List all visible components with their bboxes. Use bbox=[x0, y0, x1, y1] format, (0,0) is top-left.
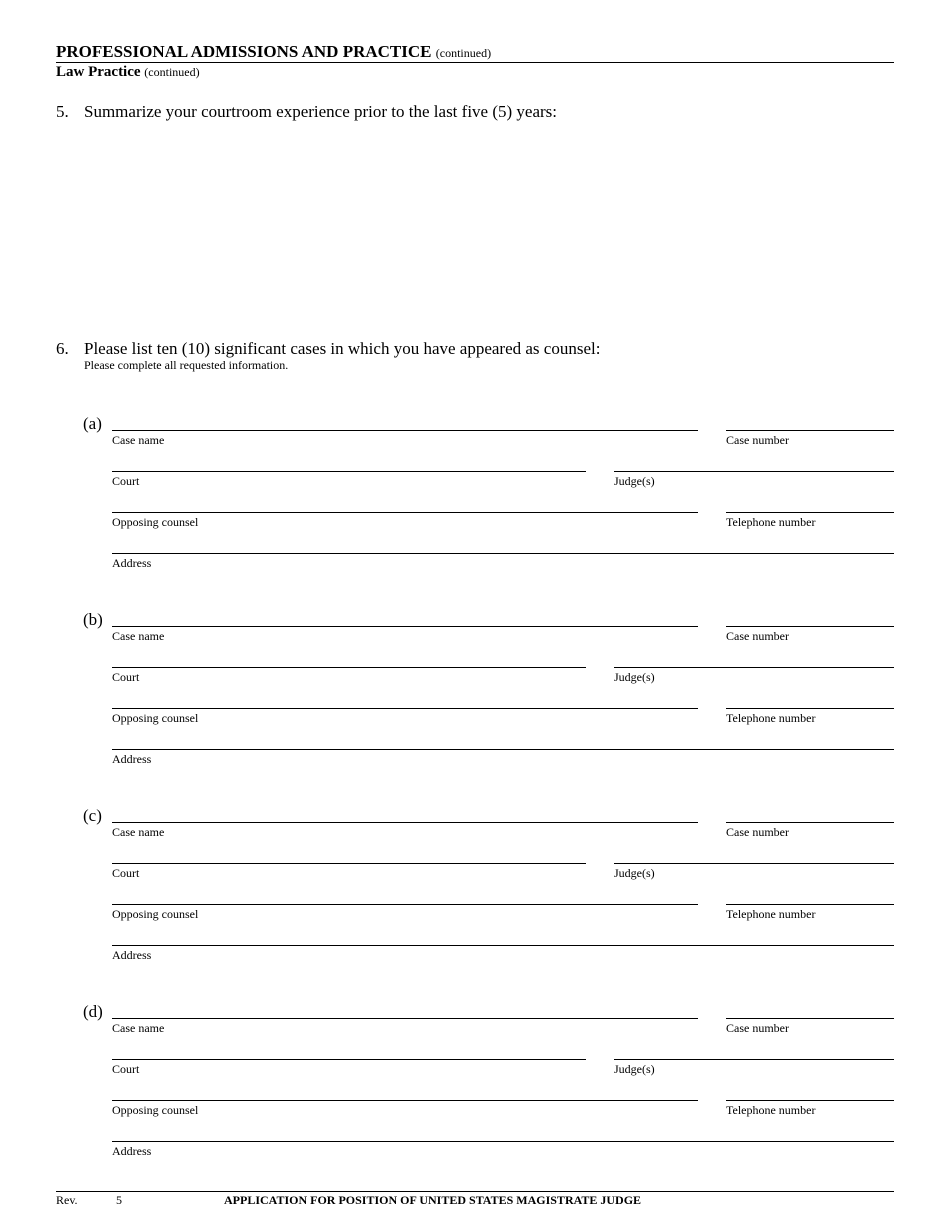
section-title-text: PROFESSIONAL ADMISSIONS AND PRACTICE bbox=[56, 42, 432, 61]
court-field[interactable] bbox=[112, 1059, 586, 1060]
case-number-field[interactable] bbox=[726, 822, 894, 823]
address-label: Address bbox=[112, 1144, 152, 1158]
case-number-label: Case number bbox=[726, 825, 789, 839]
opposing-counsel-field[interactable] bbox=[112, 904, 698, 905]
address-field[interactable] bbox=[112, 945, 894, 946]
case-number-field[interactable] bbox=[726, 430, 894, 431]
question-number: 6. bbox=[56, 339, 69, 358]
telephone-field[interactable] bbox=[726, 1100, 894, 1101]
opposing-counsel-field[interactable] bbox=[112, 512, 698, 513]
opposing-counsel-field[interactable] bbox=[112, 1100, 698, 1101]
judges-field[interactable] bbox=[614, 1059, 894, 1060]
court-field[interactable] bbox=[112, 863, 586, 864]
case-number-field[interactable] bbox=[726, 1018, 894, 1019]
case-number-label: Case number bbox=[726, 629, 789, 643]
opposing-counsel-label: Opposing counsel bbox=[112, 1103, 199, 1117]
address-field[interactable] bbox=[112, 749, 894, 750]
case-name-label: Case name bbox=[112, 433, 165, 447]
case-name-label: Case name bbox=[112, 629, 165, 643]
case-entry-a bbox=[0, 414, 950, 594]
case-name-field[interactable] bbox=[112, 822, 698, 823]
opposing-counsel-label: Opposing counsel bbox=[112, 711, 199, 725]
court-field[interactable] bbox=[112, 667, 586, 668]
address-label: Address bbox=[112, 752, 152, 766]
subsection-title bbox=[56, 64, 200, 81]
judges-field[interactable] bbox=[614, 863, 894, 864]
judges-label: Judge(s) bbox=[614, 1062, 655, 1076]
case-number-label: Case number bbox=[726, 1021, 789, 1035]
header-rule bbox=[56, 62, 894, 63]
section-title bbox=[56, 42, 491, 62]
telephone-field[interactable] bbox=[726, 512, 894, 513]
court-label: Court bbox=[112, 474, 140, 488]
case-name-field[interactable] bbox=[112, 1018, 698, 1019]
case-entry-c bbox=[0, 806, 950, 986]
case-letter: (d) bbox=[83, 1002, 103, 1021]
court-label: Court bbox=[112, 670, 140, 684]
court-label: Court bbox=[112, 866, 140, 880]
judges-label: Judge(s) bbox=[614, 474, 655, 488]
judges-label: Judge(s) bbox=[614, 670, 655, 684]
question-text: Please list ten (10) significant cases in which you have appeared as counsel: bbox=[84, 339, 601, 358]
judges-field[interactable] bbox=[614, 471, 894, 472]
case-name-field[interactable] bbox=[112, 626, 698, 627]
address-label: Address bbox=[112, 556, 152, 570]
case-number-field[interactable] bbox=[726, 626, 894, 627]
footer-rule bbox=[56, 1191, 894, 1192]
judges-label: Judge(s) bbox=[614, 866, 655, 880]
subsection-continued: (continued) bbox=[144, 65, 200, 79]
telephone-field[interactable] bbox=[726, 708, 894, 709]
footer-form-title: APPLICATION FOR POSITION OF UNITED STATES MAGISTRATE JUDGE bbox=[224, 1193, 642, 1207]
case-name-label: Case name bbox=[112, 825, 165, 839]
question-text: Summarize your courtroom experience prior to the last five (5) years: bbox=[84, 102, 557, 121]
telephone-label: Telephone number bbox=[726, 515, 816, 529]
judges-field[interactable] bbox=[614, 667, 894, 668]
question-6-note: Please complete all requested information. bbox=[84, 358, 289, 372]
court-label: Court bbox=[112, 1062, 140, 1076]
subsection-title-text: Law Practice bbox=[56, 64, 141, 80]
telephone-label: Telephone number bbox=[726, 711, 816, 725]
opposing-counsel-label: Opposing counsel bbox=[112, 515, 199, 529]
question-number: 5. bbox=[56, 102, 69, 121]
telephone-label: Telephone number bbox=[726, 907, 816, 921]
case-name-field[interactable] bbox=[112, 430, 698, 431]
opposing-counsel-field[interactable] bbox=[112, 708, 698, 709]
case-letter: (a) bbox=[83, 414, 102, 433]
address-field[interactable] bbox=[112, 1141, 894, 1142]
case-number-label: Case number bbox=[726, 433, 789, 447]
telephone-label: Telephone number bbox=[726, 1103, 816, 1117]
case-name-label: Case name bbox=[112, 1021, 165, 1035]
case-entry-b bbox=[0, 610, 950, 790]
case-letter: (c) bbox=[83, 806, 102, 825]
address-label: Address bbox=[112, 948, 152, 962]
footer-page-number: 5 bbox=[116, 1193, 122, 1207]
section-continued: (continued) bbox=[435, 46, 492, 60]
opposing-counsel-label: Opposing counsel bbox=[112, 907, 199, 921]
case-letter: (b) bbox=[83, 610, 103, 629]
telephone-field[interactable] bbox=[726, 904, 894, 905]
case-entry-d bbox=[0, 1002, 950, 1182]
footer-rev-label: Rev. bbox=[56, 1193, 78, 1207]
court-field[interactable] bbox=[112, 471, 586, 472]
address-field[interactable] bbox=[112, 553, 894, 554]
